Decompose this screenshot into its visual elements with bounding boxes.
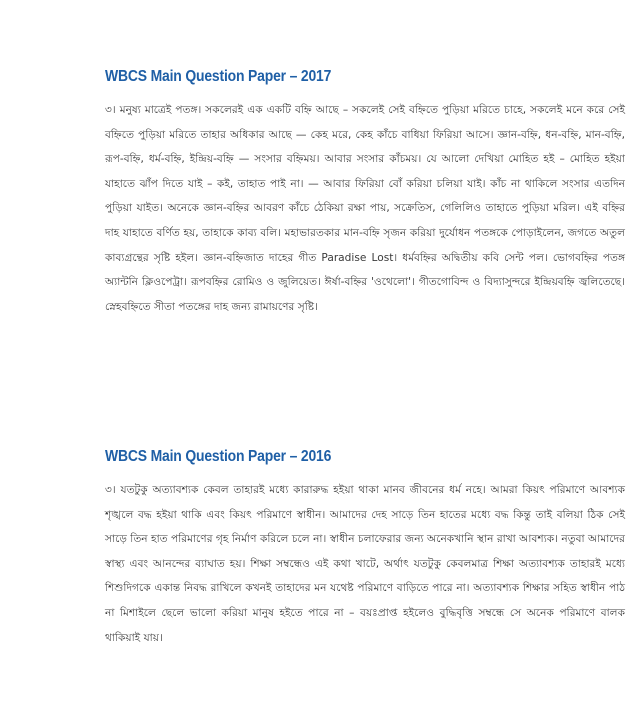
passage-paragraph: ৩। যতটুকু অত্যাবশ্যক কেবল তাহারই মধ্যে কারারুদ্ধ হইয়া থাকা মানব জীবনের ধর্ম নহে। আমরা কিয়ৎ পরিমাণে আবশ্যক শৃঙ্খলে বদ্ধ হইয়া থাকি এবং কিয়ৎ পরিমাণে স্বাধীন। আমাদের দেহ সাড়ে তিন হাতের মধ্যে বদ্ধ কিন্তু তাই বলিয়া ঠিক সেই সাড়ে তিন হাত পরিমাণের গৃহ নির্মাণ করিলে চলে না। স্বাধীন চলাফেরার জন্য অনেকখানি স্থান রাখা আবশ্যক। নতুবা আমাদের স্বাস্থ্য এবং আনন্দের ব্যাঘাত হয়। শিক্ষা সম্বন্ধেও এই কথা খাটে, অর্থাৎ যতটুকু কেবলমাত্র শিক্ষা অত্যাবশ্যক তাহারই মধ্যে শিশুদিগকে একান্ত নিবদ্ধ রাখিলে কখনই তাহাদের মন যথেষ্ট পরিমাণে বাড়িতে পারে না। অত্যাবশ্যক শিক্ষার সহিত স্বাধীন পাঠ না মিশাইলে ছেলে ভালো করিয়া মানুষ হইতে পারে না – বয়ঃপ্রাপ্ত হইলেও বুদ্ধিবৃত্তি সম্বন্ধে সে অনেক পরিমাণে বালক থাকিয়াই যায়। [105,484,625,644]
question-paper-2016 [105,448,625,650]
passage-paragraph: ৩। মনুষ্য মাত্রেই পতঙ্গ। সকলেরই এক একটি বহ্নি আছে – সকলেই সেই বহ্নিতে পুড়িয়া মরিতে চাহে, সকলেই মনে করে সেই বহ্নিতে পুড়িয়া মরিতে তাহার অধিকার আছে — কেহ মরে, কেহ কাঁচে বাধিয়া ফিরিয়া আসে। জ্ঞান-বহ্নি, ধন-বহ্নি, মান-বহ্নি, রূপ-বহ্নি, ধর্ম-বহ্নি, ইন্দ্রিয়-বহ্নি — সংসার বহ্নিময়। আবার সংসার কাঁচময়। যে আলো দেখিয়া মোহিত হই – মোহিত হইয়া যাহাতে ঝাঁপ দিতে যাই – কই, তাহাত পাই না। — আবার ফিরিয়া বোঁ করিয়া চলিয়া যাই। কাঁচ না থাকিলে সংসার এতদিন পুড়িয়া যাইত। অনেকে জ্ঞান-বহ্নির আবরণ কাঁচে ঠেকিয়া রক্ষা পায়, সক্রেতিস, গেলিলিও তাহাতে পুড়িয়া মরিল। এই বহ্নির দাহ যাহাতে বর্ণিত হয়, তাহাকে কাব্য বলি। মহাভারতকার মান-বহ্নি সৃজন করিয়া দুর্যোধন পতঙ্গকে পোড়াইলেন, জগতে অতুল কাব্যগ্রন্থের সৃষ্টি হইল। জ্ঞান-বহ্নিজাত দাহের গীত Paradise Lost। ধর্মবহ্নির অদ্বিতীয় কবি সেন্ট পল। ভোগবহ্নির পতঙ্গ অ্যান্টনি ক্লিওপেট্রা। রূপবহ্নির রোমিও ও জুলিয়েত। ঈর্ষা-বহ্নির 'ওথেলো'। গীতগোবিন্দ ও বিদ্যাসুন্দরে ইন্দ্রিয়বহ্নি জ্বলিতেছে। স্নেহবহ্নিতে সীতা পতঙ্গের দাহ জন্য রামায়ণের সৃষ্টি। [105,104,625,313]
section-heading: WBCS Main Question Paper – 2016 [105,448,332,465]
question-paper-2017 [105,68,625,319]
section-heading: WBCS Main Question Paper – 2017 [105,68,332,85]
